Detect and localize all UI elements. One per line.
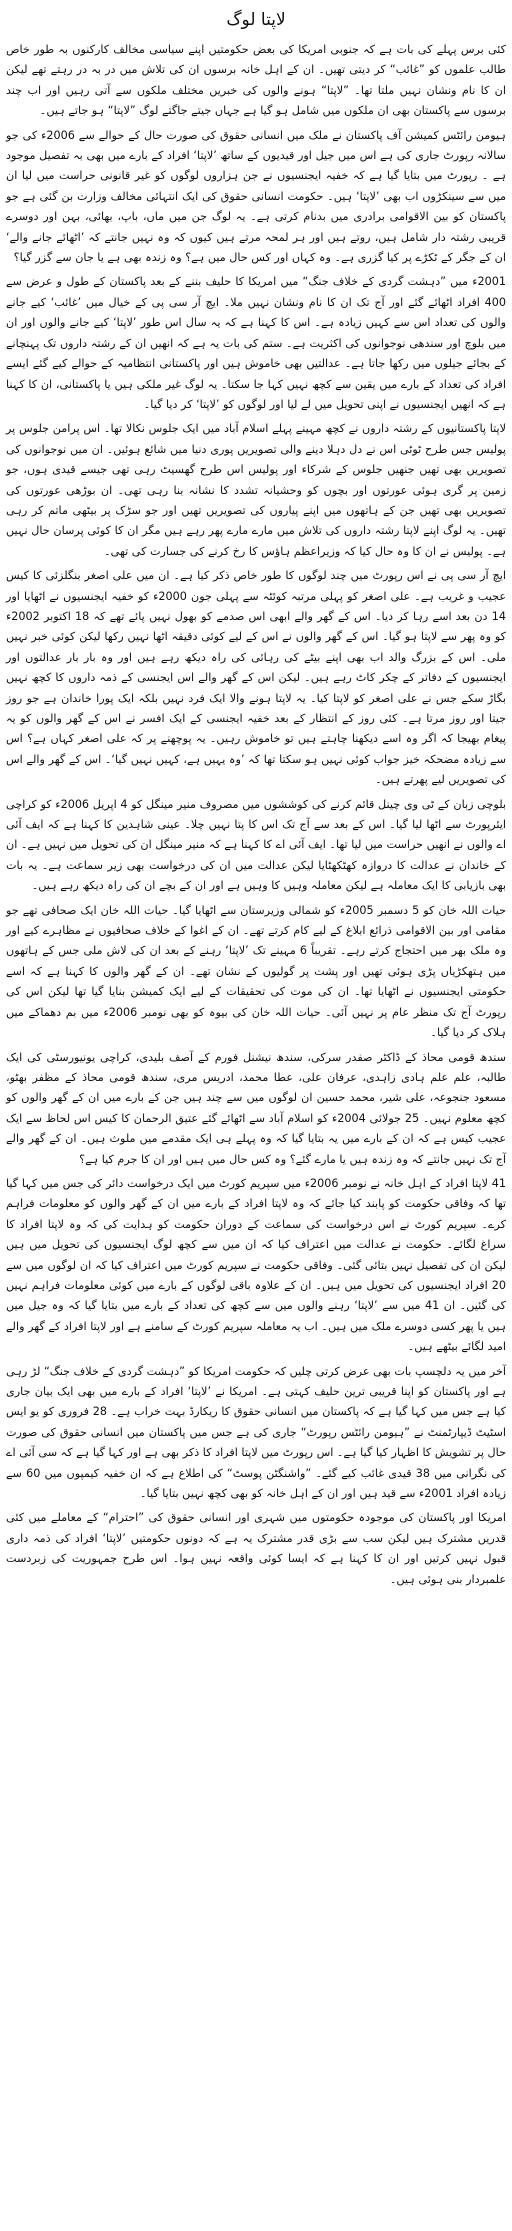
article-body: [6, 40, 506, 1590]
article-paragraph: 41 لاپتا افراد کے اہل خانہ نے نومبر 2006ء میں سپریم کورٹ میں ایک درخواست دائر کی جس میں کہا گیا تھا کہ وفاقی حکومت کو پابند کیا جائے کہ وہ لاپتا افراد کے بارے میں ان کے گھر والوں کو معلومات فراہم کرے۔ سپریم کورٹ نے اس درخواست کی سماعت کے دوران حکومت کو ہدایت کی کہ وہ لاپتا افراد کا سراغ لگائے۔ حکومت نے عدالت میں اعتراف کیا کہ ان میں سے کچھ لوگ ایجنسیوں کی تحویل میں ہیں لیکن ان کی تفصیل نہیں بتائی گئی۔ وفاقی حکومت نے سپریم کورٹ میں اعتراف کیا کہ ان لوگوں میں سے 20 افراد ایجنسیوں کی تحویل میں ہیں۔ ان کے علاوہ باقی لوگوں کے بارے میں کوئی معلومات فراہم نہیں کی گئیں۔ ان 41 میں سے ’لاپتا‘ رہنے والوں میں سے کچھ کی تعداد کے بارے میں بتایا گیا کہ وہ جیل میں ہیں یا پھر کسی دوسرے ملک میں ہیں۔ اب یہ معاملہ سپریم کورٹ کے سامنے ہے اور لاپتا افراد کے گھر والے امید لگائے بیٹھے ہیں۔: [6, 1176, 507, 1354]
article-paragraph: کئی برس پہلے کی بات ہے کہ جنوبی امریکا کی بعض حکومتیں اپنے سیاسی مخالف کارکنوں بہ طور خاص طالب علموں کو ”غائب“ کر دیتی تھیں۔ ان کے اہل خانہ برسوں ان کی تلاش میں در بہ در رہتے تھے لیکن ان کا نام ونشان نہیں ملتا تھا۔ ”لاپتا“ ہونے والوں کی خبریں مختلف ملکوں سے آتی رہیں اور اب چند برسوں سے پاکستان بھی ان ملکوں میں شامل ہو گیا ہے جہاں جیتے جاگتے لوگ ”لاپتا“ ہو جاتے ہیں۔: [6, 43, 506, 118]
article-paragraph: لاپتا پاکستانیوں کے رشتہ داروں نے کچھ مہینے پہلے اسلام آباد میں ایک جلوس نکالا تھا۔ اس پرامن جلوس پر پولیس جس طرح ٹوٹی اس نے دل دہلا دینے والی تصویریں پوری دنیا میں شائع ہوئیں۔ ان میں نوجوانوں کی تصویریں بھی تھیں جنھیں جلوس کے شرکاء اور پولیس اس طرح گھسیٹ رہی تھی جیسے قیدی ہوں، جو زمین پر گری ہوئی عورتوں اور بچوں کو وحشیانہ تشدد کا نشانہ بنا رہی تھی۔ ان بوڑھی عورتوں کی تصویریں بھی تھیں جن کے ہاتھوں میں اپنے پیاروں کی تصویریں تھیں اور جو سڑک پر بیٹھی ماتم کر رہی تھیں۔ یہ لوگ اپنے لاپتا رشتہ داروں کی تلاش میں مارے مارے پھر رہے ہیں مگر ان کا کوئی پرسان حال نہیں ہے۔ پولیس نے ان کا وہ حال کیا کہ وزیراعظم ہاؤس کا رخ کرنے کی جسارت کی تھی۔: [6, 422, 506, 558]
article-title: لاپتا لوگ: [226, 10, 286, 30]
article-paragraph: 2001ء میں ”دہشت گردی کے خلاف جنگ“ میں امریکا کا حلیف بننے کے بعد پاکستان کے طول و عرض سے 400 افراد اٹھائے گئے اور آج تک ان کا نام ونشان نہیں ملا۔ ایچ آر سی پی کے خیال میں ’غائب‘ کیے جانے والوں کی تعداد اس سے کہیں زیادہ ہے۔ اس کا کہنا ہے کہ یہ سال اس طور ’لاپتا‘ کیے جانے والوں اور ان میں بلوچ اور سندھی نوجوانوں کی اکثریت ہے۔ ستم کی بات یہ ہے کہ انھیں ان کے رشتہ داروں تک پہنچانے کے بجائے جیلوں میں رکھا جاتا ہے۔ عدالتیں بھی خاموش ہیں اور پاکستانی انتظامیہ کے حوالے کیے گئے ایسے افراد کی تعداد کے بارے میں یقین سے کچھ نہیں کہا جا سکتا۔ یہ لوگ غیر ملکی ہیں یا پاکستانی، ان کا کہنا ہے کہ انھیں ایجنسیوں نے اپنی تحویل میں لے لیا اور لوگوں کو ’لاپتا‘ کر دیا گیا۔: [6, 275, 506, 411]
article-paragraph: بلوچی زبان کے ٹی وی چینل قائم کرنے کی کوششوں میں مصروف منیر مینگل کو 4 اپریل 2006ء کو کراچی ایئرپورٹ سے اٹھا لیا گیا۔ اس کے بعد سے آج تک اس کا پتا نہیں چلا۔ عینی شاہدین کا کہنا ہے کہ ایف آئی اے والوں نے انھیں حراست میں لیا تھا۔ ایف آئی اے کا کہنا ہے کہ منیر مینگل ان کی تحویل میں نہیں ہے۔ ان کے خاندان نے عدالت کا دروازہ کھٹکھٹایا لیکن عدالت میں ان کی درخواست بھی زیر سماعت ہے۔ یہ بات بھی بازیابی کا ایک معاملہ ہے لیکن معاملہ وہیں کا وہیں ہے اور ان کے بچے ان کی راہ دیکھ رہے ہیں۔: [6, 797, 507, 893]
article-paragraph: سندھ قومی محاذ کے ڈاکٹر صفدر سرکی، سندھ نیشنل فورم کے آصف بلیدی، کراچی یونیورسٹی کی ایک طالبہ، علم علم ہادی زاہدی، عرفان علی، عطا محمد، ادریس مری، سندھ قومی محاذ کے مظفر بھٹو، مسعود جنجوعہ، علی شیر، محمد حسین ان لوگوں میں سے چند ہیں جن کے بارے میں ان کے گھر والوں کو کچھ معلوم نہیں۔ 25 جولائی 2004ء کو اسلام آباد سے اٹھائے گئے عتیق الرحمان کا کیس اس لحاظ سے ایک عجیب کیس ہے کہ ان کے بارے میں یہ بتایا گیا کہ وہ پہلے ہی ایک مقدمے میں ملوث ہیں۔ ان کے گھر والے آج تک نہیں جانتے کہ وہ زندہ ہیں یا مارے گئے؟ وہ کس حال میں ہیں اور ان کا جرم کیا ہے؟: [6, 1050, 506, 1166]
article-paragraph: ہیومن رائٹس کمیشن آف پاکستان نے ملک میں انسانی حقوق کی صورت حال کے حوالے سے 2006ء کی جو سالانہ رپورٹ جاری کی ہے اس میں جیل اور قیدیوں کے ساتھ ’لاپتا‘ افراد کے بارے میں بھی بہ تفصیل موجود ہے ۔ رپورٹ میں بتایا گیا ہے کہ خفیہ ایجنسیوں نے جن ہزاروں لوگوں کو غیر قانونی حراست میں لیا ان میں سے سینکڑوں اب بھی ’لاپتا‘ ہیں۔ حکومت انسانی حقوق کی ایک انتہائی مخالف وزارت بن گئی ہے جو پاکستان کو بین الاقوامی برادری میں بدنام کرتی ہے۔ یہ لوگ جن میں ماں، باپ، بھائی، بہن اور دوسرے قریبی رشتہ دار شامل ہیں، روتے ہیں اور ہر لمحہ مرتے ہیں کیوں کہ وہ نہیں جانتے کہ ’اٹھائے جانے والے‘ ان کے جگر کے ٹکڑے پر کیا گزری ہے۔ وہ کہاں اور کس حال میں ہے؟ وہ زندہ بھی ہے یا جان سے گزر گیا؟: [6, 128, 506, 265]
article-paragraph: آخر میں یہ دلچسپ بات بھی عرض کرتی چلیں کہ حکومت امریکا کو ”دہشت گردی کے خلاف جنگ“ لڑ رہی ہے اور پاکستان کو اپنا قریبی ترین حلیف کہتی ہے۔ امریکا نے ’لاپتا‘ افراد کے بارے میں بھی ایک بیان جاری کیا ہے جس میں کہا گیا ہے کہ پاکستان میں انسانی حقوق کا ریکارڈ بہت خراب ہے۔ 28 فروری کو یو ایس اسٹیٹ ڈیپارٹمنٹ نے ”ہیومن رائٹس رپورٹ“ جاری کی ہے جس میں پاکستان میں انسانی حقوق کی صورت حال پر تشویش کا اظہار کیا گیا ہے۔ اس رپورٹ میں لاپتا افراد کا ذکر بھی ہے اور کہا گیا ہے کہ سی آئی اے کی نگرانی میں 38 قیدی غائب کیے گئے۔ ”واشنگٹن پوسٹ“ کی اطلاع ہے کہ ان خفیہ کیمپوں میں 60 سے زیادہ افراد 2001ء سے قید ہیں اور ان کے اہل خانہ کو بھی کچھ نہیں بتایا گیا۔: [6, 1364, 506, 1501]
article-paragraph: امریکا اور پاکستان کی موجودہ حکومتوں میں شہری اور انسانی حقوق کی ”احترام“ کے معاملے میں کئی قدریں مشترک ہیں لیکن سب سے بڑی قدر مشترک یہ ہے کہ دونوں حکومتیں ’لاپتا‘ افراد کی ذمہ داری قبول نہیں کرتیں اور ان کا کہنا ہے کہ ایسا کوئی واقعہ نہیں ہوا۔ اس طرح جمہوریت کی زبردست علمبردار بنی ہوئی ہیں۔: [6, 1511, 506, 1586]
article-paragraph: ایچ آر سی پی نے اس رپورٹ میں چند لوگوں کا طور خاص ذکر کیا ہے۔ ان میں علی اصغر بنگلزئی کا کیس عجیب و غریب ہے۔ علی اصغر کو پہلی مرتبہ کوئٹہ سے پہلی جون 2000ء کو خفیہ ایجنسیوں نے اٹھایا اور 14 دن بعد اسے رہا کر دیا۔ اس کے گھر والے ابھی اس صدمے کو بھول نہیں پائے تھے کہ 18 اکتوبر 2002ء کو وہ پھر سے لاپتا ہو گیا۔ اس کے گھر والوں نے اس کے لیے کوئی دقیقہ اٹھا نہیں رکھا لیکن کوئی خبر نہیں ملی۔ اس کے بزرگ والد اب بھی اپنے بیٹے کی رہائی کی راہ دیکھ رہے ہیں اور وہ بار بار عدالتوں اور ایجنسیوں کے دفاتر کے چکر کاٹ رہے ہیں۔ لیکن اس کے گھر والے اس ایجنسی کے ذمہ داروں کا کچھ نہیں بگاڑ سکے جس نے علی اصغر کو لاپتا کیا۔ یہ لاپتا ہونے والا ایک فرد نہیں بلکہ ایک پورا خاندان ہے جو روز جیتا اور روز مرتا ہے۔ کئی روز کے انتظار کے بعد خفیہ ایجنسی کے ایک افسر نے اس کے گھر والوں کو یہ پیغام بھیجا کہ اگر وہ اسے دیکھنا چاہتے ہیں تو خاموش رہیں۔ یہ پوچھنے پر کہ علی اصغر کہاں ہے؟ اس سے زیادہ مضحکہ خیز جواب کوئی نہیں ہو سکتا تھا کہ ’وہ یہیں ہے، کہیں نہیں گیا‘۔ اس کے گھر والے اس کی تصویریں لیے پھرتے ہیں۔: [6, 569, 506, 787]
article-paragraph: حیات اللہ خان کو 5 دسمبر 2005ء کو شمالی وزیرستان سے اٹھایا گیا۔ حیات اللہ خان ایک صحافی تھے جو مقامی اور بین الاقوامی ذرائع ابلاغ کے لیے کام کرتے تھے۔ ان کے اغوا کے خلاف صحافیوں نے مظاہرے کیے اور وہ ملک بھر میں احتجاج کرتے رہے۔ تقریباً 6 مہینے تک ’لاپتا‘ رہنے کے بعد ان کی لاش ملی جس کے ہاتھوں میں ہتھکڑیاں پڑی ہوئی تھیں اور پشت پر گولیوں کے نشان تھے۔ ان کے گھر والوں کا کہنا ہے کہ اسے حکومتی ایجنسیوں نے اٹھایا تھا۔ ان کی موت کی تحقیقات کے لیے ایک کمیشن بنایا گیا تھا لیکن اس کی رپورٹ آج تک منظر عام پر نہیں آئی۔ حیات اللہ خان کی بیوہ کو بھی نومبر 2006ء میں بم دھماکے میں ہلاک کر دیا گیا۔: [6, 903, 506, 1040]
